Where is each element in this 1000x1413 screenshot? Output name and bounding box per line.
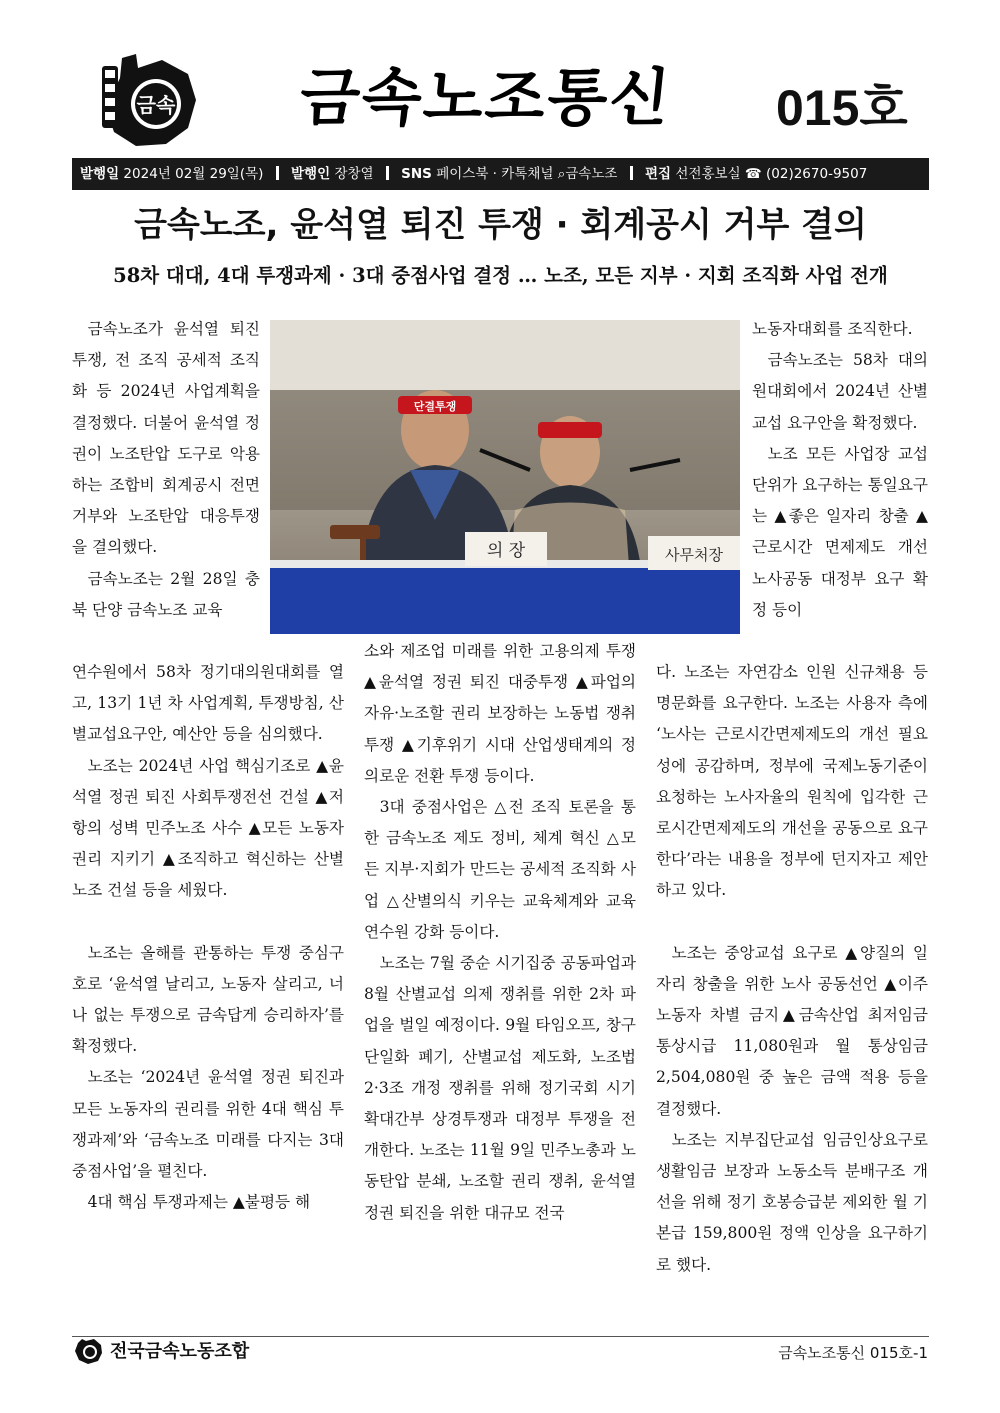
article-col2: [364, 636, 636, 1229]
sign-chair: 의 장: [486, 541, 526, 561]
article-col1-top: [72, 314, 260, 626]
date-label: 발행일: [80, 166, 120, 182]
subheadline: 58차 대대, 4대 투쟁과제 · 3대 중점사업 결정 … 노조, 모든 지부 · 지회 조직화 사업 전개: [113, 264, 888, 287]
issue-number: 015호: [776, 80, 908, 136]
paragraph: 금속노조가 윤석열 퇴진 투쟁, 전 조직 공세적 조직화 등 2024년 사업계획을 결정했다. 더불어 윤석열 정권이 노조탄압 도구로 악용하는 조합비 회계공시 전면거부와 노조탄압 대응투쟁을 결의했다.: [72, 320, 260, 557]
footer-logo-icon: [72, 1337, 104, 1365]
publisher-label: 발행인: [291, 166, 331, 182]
paragraph: 노동자대회를 조직한다.: [752, 320, 913, 338]
publisher: 장창열: [334, 166, 374, 182]
logo-text: 금속: [136, 93, 176, 117]
footer-page-number: 금속노조통신 015호-1: [778, 1344, 928, 1362]
paragraph: 4대 핵심 투쟁과제는 ▲불평등 해: [87, 1193, 311, 1212]
separator: [276, 166, 279, 180]
footer-organization: 전국금속노동조합: [110, 1341, 250, 1362]
masthead-title: 금속노조통신: [296, 61, 676, 134]
paragraph: 3대 중점사업은 △전 조직 토론을 통한 금속노조 제도 정비, 체계 혁신 △모든 지부·지회가 만드는 공세적 조직화 사업 △산별의식 키우는 교육체계와 교육연수원 강화 등이다.: [364, 798, 636, 941]
article-col1-bottom: [72, 657, 344, 1218]
headline: 금속노조, 윤석열 퇴진 투쟁 · 회계공시 거부 결의: [134, 205, 867, 245]
paragraph: 노조는 지부집단교섭 임금인상요구로 생활임금 보장과 노동소득 분배구조 개선을 위해 정기 호봉승급분 제외한 월 기본급 159,800원 정액 인상을 요구하기로 했다.: [656, 1130, 928, 1274]
info-bar: [72, 158, 929, 190]
sign-secretary: 사무처장: [665, 546, 723, 564]
union-logo: [92, 48, 204, 150]
separator: [630, 166, 633, 180]
separator: [386, 166, 389, 180]
paragraph: 노조는 2024년 사업 핵심기조로 ▲윤석열 정권 퇴진 사회투쟁전선 건설 ▲저항의 성벽 민주노조 사수 ▲모든 노동자 권리 지키기 ▲조직하고 혁신하는 산별노조 건설 등을 세웠다.: [72, 756, 344, 900]
paragraph: 노조는 ‘2024년 윤석열 정권 퇴진과 모든 노동자의 권리를 위한 4대 핵심 투쟁과제’와 ‘금속노조 미래를 다지는 3대 중점사업’을 펼친다.: [72, 1068, 344, 1181]
article-col3-top: [752, 314, 928, 626]
paragraph: 소와 제조업 미래를 위한 고용의제 투쟁 ▲윤석열 정권 퇴진 대중투쟁 ▲파업의 자유·노조할 권리 보장하는 노동법 쟁취 투쟁 ▲기후위기 시대 산업생태계의 정의로운 전환 투쟁 등이다.: [364, 642, 636, 785]
meeting-photo: [270, 320, 740, 634]
publish-date: 2024년 02월 29일(목): [123, 166, 264, 182]
paragraph: 금속노조는 2월 28일 충북 단양 금속노조 교육: [72, 569, 260, 619]
paragraph: 금속노조는 58차 대의원대회에서 2024년 산별교섭 요구안을 확정했다.: [752, 351, 928, 432]
editor-label: 편집: [645, 166, 672, 182]
paragraph: 연수원에서 58차 정기대의원대회를 열고, 13기 1년 차 사업계획, 투쟁방침, 산별교섭요구안, 예산안 등을 심의했다.: [72, 663, 344, 744]
paragraph: 노조는 중앙교섭 요구로 ▲양질의 일자리 창출을 위한 노사 공동선언 ▲이주노동자 차별 금지▲금속산업 최저임금 통상시급 11,080원과 월 통상임금 2,504,080원 중 높은 금액 적용 등을 결정했다.: [656, 943, 928, 1118]
editor-info: 선전홍보실 ☎ (02)2670-9507: [675, 166, 868, 182]
sns-info: 페이스북 · 카톡채널 ⌕금속노조: [436, 166, 618, 182]
sns-label: SNS: [401, 166, 432, 182]
headband-text: 단결투쟁: [413, 400, 457, 413]
paragraph: 노조는 올해를 관통하는 투쟁 중심구호로 ‘윤석열 날리고, 노동자 살리고, 너나 없는 투쟁으로 금속답게 승리하자’를 확정했다.: [72, 943, 344, 1056]
article-col3-bottom: [656, 657, 928, 1281]
footer-divider: [72, 1336, 929, 1337]
paragraph: 노조 모든 사업장 교섭단위가 요구하는 통일요구는 ▲좋은 일자리 창출 ▲근로시간 면제제도 개선 노사공동 대정부 요구 확정 등이: [752, 444, 928, 619]
paragraph: 노조는 7월 중순 시기집중 공동파업과 8월 산별교섭 의제 쟁취를 위한 2차 파업을 벌일 예정이다. 9월 타임오프, 창구단일화 폐기, 산별교섭 제도화, 노조법 2·3조 개정 쟁취를 위해 정기국회 시기 확대간부 상경투쟁과 대정부 투쟁을 전개한다. 노조는 11월 9일 민주노총과 노동탄압 분쇄, 노조할 권리 쟁취, 윤석열 정권 퇴진을 위한 대규모 전국: [364, 954, 636, 1222]
paragraph: 다. 노조는 자연감소 인원 신규채용 등 명문화를 요구한다. 노조는 사용자 측에 ‘노사는 근로시간면제제도의 개선 필요성에 공감하며, 정부에 국제노동기준이 요청하는 노사자율의 원칙에 입각한 근로시간면제제도의 개선을 공동으로 요구한다’라는 내용을 정부에 던지자고 제안하고 있다.: [656, 663, 928, 900]
